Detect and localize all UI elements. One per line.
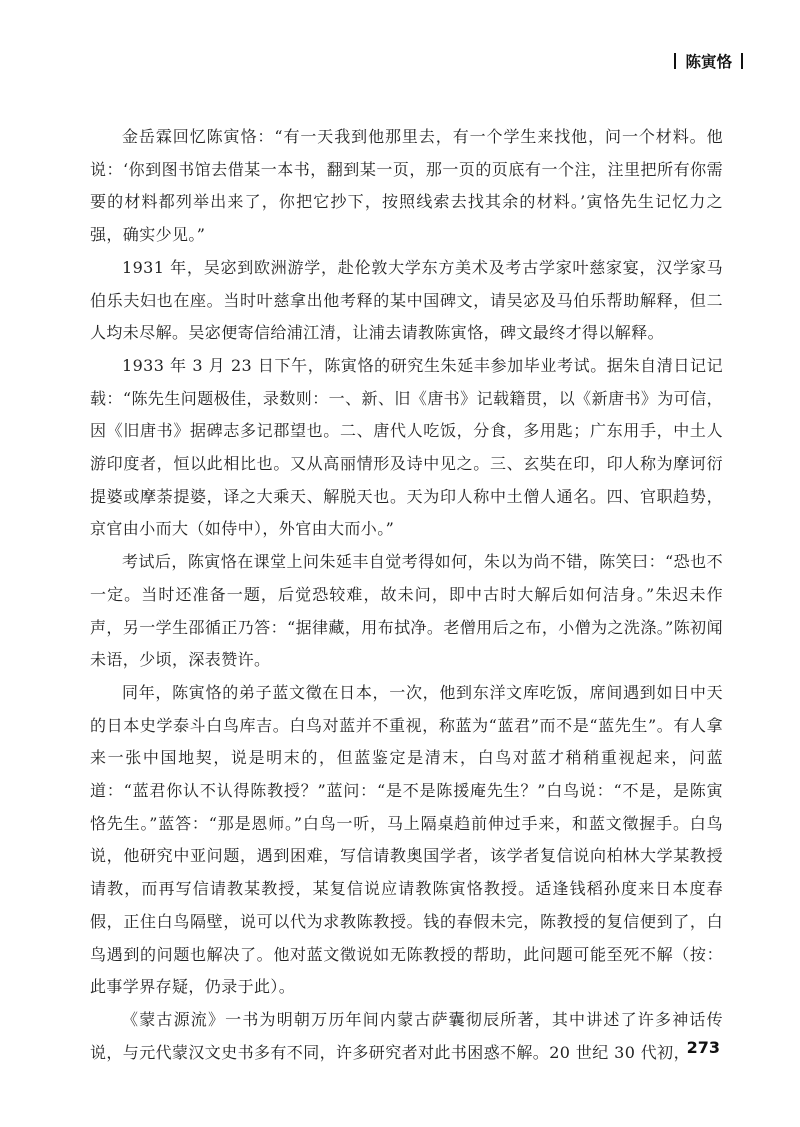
- header-divider-left: [674, 53, 676, 69]
- running-header: [665, 46, 752, 76]
- body-text: [90, 121, 723, 1069]
- header-title: 陈寅恪: [685, 53, 732, 71]
- header-divider-right: [741, 53, 743, 69]
- paragraph: 金岳霖回忆陈寅恪：“有一天我到他那里去，有一个学生来找他，问一个材料。他说：‘你到图书馆去借某一本书，翻到某一页，那一页的页底有一个注，注里把所有你需要的材料都列举出来了，你把它抄下，按照线索去找其余的材料。’寅恪先生记忆力之强，确实少见。”: [90, 127, 723, 245]
- paragraph: 1933 年 3 月 23 日下午，陈寅恪的研究生朱延丰参加毕业考试。据朱自清日记记载：“陈先生问题极佳，录数则：一、新、旧《唐书》记载籍贯，以《新唐书》为可信，因《旧唐书》据碑志多记郡望也。二、唐代人吃饭，分食，多用匙；广东用手，中土人游印度者，恒以此相比也。又从高丽情形及诗中见之。三、玄奘在印，印人称为摩诃衍提婆或摩荼提婆，译之大乘天、解脱天也。天为印人称中土僧人通名。四、官职趋势，京官由小而大（如侍中），外官由大而小。”: [90, 355, 723, 539]
- paragraph: 考试后，陈寅恪在课堂上问朱延丰自觉考得如何，朱以为尚不错，陈笑曰：“恐也不一定。当时还准备一题，后觉恐较难，故未问，即中古时大解后如何洁身。”朱迟未作声，另一学生邵循正乃答：“据律藏，用布拭净。老僧用后之布，小僧为之洗涤。”陈初闻未语，少顷，深表赞许。: [90, 552, 723, 670]
- paragraph: 《蒙古源流》一书为明朝万历年间内蒙古萨囊彻辰所著，其中讲述了许多神话传说，与元代蒙汉文史书多有不同，许多研究者对此书困惑不解。20 世纪 30 代初，: [90, 1009, 723, 1062]
- page-number: 273: [686, 1038, 720, 1057]
- paragraph: 1931 年，吴宓到欧洲游学，赴伦敦大学东方美术及考古学家叶慈家宴，汉学家马伯乐夫妇也在座。当时叶慈拿出他考释的某中国碑文，请吴宓及马伯乐帮助解释，但二人均未尽解。吴宓便寄信给浦江清，让浦去请教陈寅恪，碑文最终才得以解释。: [90, 257, 723, 343]
- paragraph: 同年，陈寅恪的弟子蓝文徵在日本，一次，他到东洋文库吃饭，席间遇到如日中天的日本史学泰斗白鸟库吉。白鸟对蓝并不重视，称蓝为“蓝君”而不是“蓝先生”。有人拿来一张中国地契，说是明末的，但蓝鉴定是清末，白鸟对蓝才稍稍重视起来，问蓝道：“蓝君你认不认得陈教授？”蓝问：“是不是陈援庵先生？”白鸟说：“不是，是陈寅恪先生。”蓝答：“那是恩师。”白鸟一听，马上隔桌趋前伸过手来，和蓝文徵握手。白鸟说，他研究中亚问题，遇到困难，写信请教奥国学者，该学者复信说向柏林大学某教授请教，而再写信请教某教授，某复信说应请教陈寅恪教授。适逢钱稻孙度来日本度春假，正住白鸟隔壁，说可以代为求教陈教授。钱的春假未完，陈教授的复信便到了，白鸟遇到的问题也解决了。他对蓝文徵说如无陈教授的帮助，此问题可能至死不解（按：此事学界存疑，仍录于此）。: [90, 682, 723, 997]
